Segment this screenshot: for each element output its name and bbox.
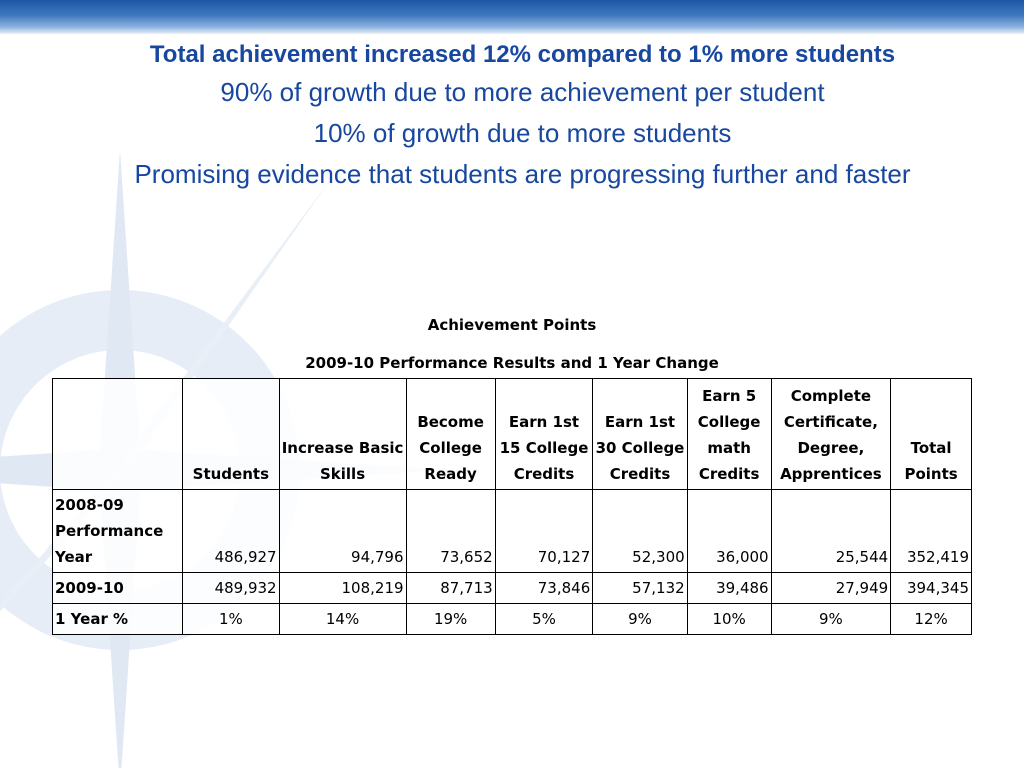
header-cell: Total Points [891, 379, 972, 490]
header-cell: Students [183, 379, 280, 490]
table-cell: 52,300 [593, 490, 687, 573]
header-cell: Earn 1st 15 College Credits [495, 379, 593, 490]
table-cell: 27,949 [771, 573, 891, 604]
table-header-row [53, 379, 972, 490]
table-cell: 486,927 [183, 490, 280, 573]
row-label: 2008-09 Performance Year [53, 490, 183, 573]
table-cell: 9% [593, 604, 687, 635]
table-cell: 394,345 [891, 573, 972, 604]
table-cell: 1% [183, 604, 280, 635]
subtitle-line-2: 10% of growth due to more students [313, 118, 732, 148]
row-label: 2009-10 [53, 573, 183, 604]
table-row [53, 604, 972, 635]
table-cell: 9% [771, 604, 891, 635]
table-cell: 5% [495, 604, 593, 635]
table-cell: 108,219 [279, 573, 406, 604]
header-cell: Complete Certificate, Degree, Apprentices [771, 379, 891, 490]
row-label: 1 Year % [53, 604, 183, 635]
table-caption: Achievement Points [427, 316, 597, 334]
table-cell: 73,652 [406, 490, 495, 573]
table-cell: 14% [279, 604, 406, 635]
table-cell: 39,486 [687, 573, 771, 604]
table-cell: 19% [406, 604, 495, 635]
table-row [53, 573, 972, 604]
subtitle-line-1: 90% of growth due to more achievement per student [220, 77, 825, 107]
table-cell: 489,932 [183, 573, 280, 604]
slide-titles [100, 38, 945, 195]
table-cell: 70,127 [495, 490, 593, 573]
table-cell: 73,846 [495, 573, 593, 604]
table-cell: 12% [891, 604, 972, 635]
table-cell: 36,000 [687, 490, 771, 573]
table-cell: 94,796 [279, 490, 406, 573]
slide-title: Total achievement increased 12% compared to 1% more students [149, 41, 896, 68]
table-cell: 352,419 [891, 490, 972, 573]
table-cell: 10% [687, 604, 771, 635]
achievement-table [52, 378, 972, 635]
table-cell: 25,544 [771, 490, 891, 573]
header-cell [53, 379, 183, 490]
subtitle-line-3: Promising evidence that students are progressing further and faster [134, 159, 911, 189]
header-cell: Earn 5 College math Credits [687, 379, 771, 490]
table-subcaption: 2009-10 Performance Results and 1 Year Change [305, 354, 719, 372]
table-cell: 57,132 [593, 573, 687, 604]
header-cell: Become College Ready [406, 379, 495, 490]
table-cell: 87,713 [406, 573, 495, 604]
header-cell: Increase Basic Skills [279, 379, 406, 490]
table-row [53, 490, 972, 573]
header-cell: Earn 1st 30 College Credits [593, 379, 687, 490]
